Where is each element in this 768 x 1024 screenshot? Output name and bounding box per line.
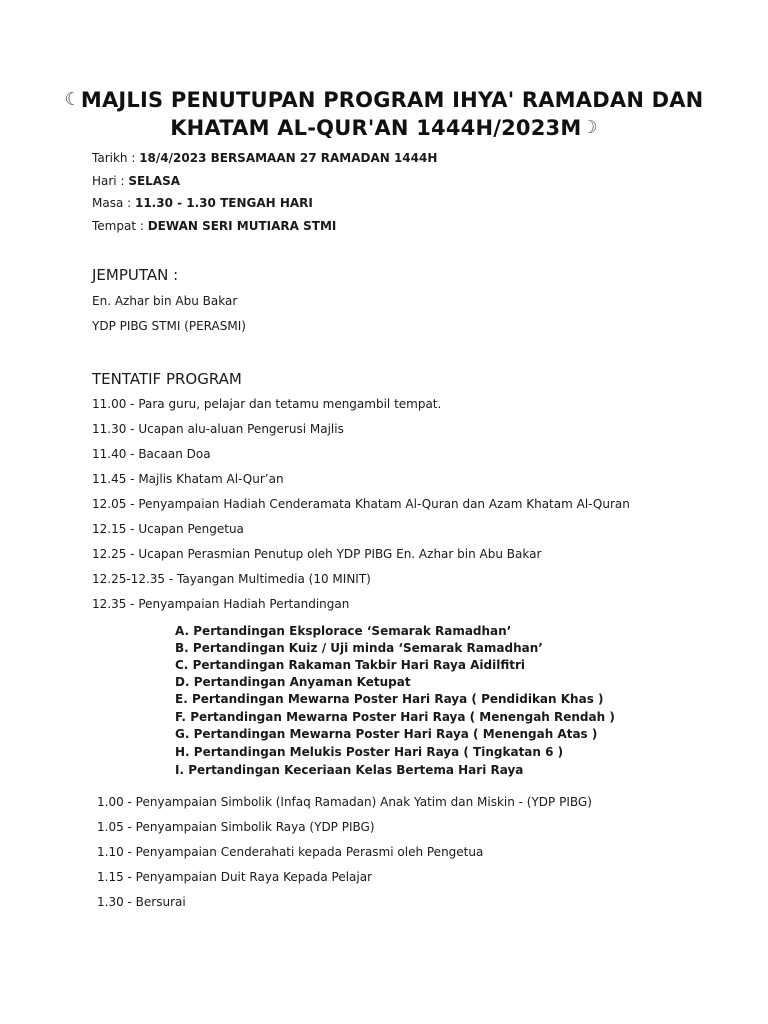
tempat-line	[92, 219, 336, 233]
competition-letter: E.	[175, 692, 188, 706]
competition-item	[175, 624, 511, 638]
competition-letter: I.	[175, 763, 185, 777]
tempat-value: DEWAN SERI MUTIARA STMI	[147, 219, 337, 233]
closing-item: 1.30 - Bersurai	[97, 895, 186, 909]
competition-item	[175, 745, 563, 759]
competition-item	[175, 675, 411, 689]
competition-text: Pertandingan Mewarna Poster Hari Raya ( Pendidikan Khas )	[191, 692, 604, 706]
tarikh-line	[92, 151, 437, 165]
closing-item: 1.15 - Penyampaian Duit Raya Kepada Pelajar	[97, 870, 373, 884]
competition-text: Pertandingan Kuiz / Uji minda ‘Semarak Ramadhan’	[192, 641, 543, 655]
tarikh-label: Tarikh :	[92, 151, 140, 165]
competition-letter: B.	[175, 641, 189, 655]
tentatif-item: 12.25-12.35 - Tayangan Multimedia (10 MINIT)	[92, 572, 371, 586]
tempat-label: Tempat :	[92, 219, 148, 233]
competition-letter: A.	[175, 624, 190, 638]
jemputan-name: En. Azhar bin Abu Bakar	[92, 294, 238, 308]
competition-text: Pertandingan Rakaman Takbir Hari Raya Aidilfitri	[192, 658, 525, 672]
title-line-1	[0, 88, 768, 112]
tentatif-item: 11.30 - Ucapan alu-aluan Pengerusi Majlis	[92, 422, 344, 436]
competition-item	[175, 692, 604, 706]
title-text-2: KHATAM AL-QUR'AN 1444H/2023M	[170, 116, 582, 140]
tentatif-item: 12.15 - Ucapan Pengetua	[92, 522, 244, 536]
competition-text: Pertandingan Mewarna Poster Hari Raya ( Menengah Rendah )	[190, 710, 615, 724]
competition-item	[175, 710, 615, 724]
tentatif-item: 11.40 - Bacaan Doa	[92, 447, 211, 461]
competition-item	[175, 641, 543, 655]
masa-value: 11.30 - 1.30 TENGAH HARI	[134, 196, 313, 210]
competition-item	[175, 658, 525, 672]
hari-label: Hari :	[92, 174, 129, 188]
title-text-1: MAJLIS PENUTUPAN PROGRAM IHYA' RAMADAN DAN	[80, 88, 704, 112]
tentatif-item: 12.05 - Penyampaian Hadiah Cenderamata Khatam Al-Quran dan Azam Khatam Al-Quran	[92, 497, 630, 511]
competition-text: Pertandingan Melukis Poster Hari Raya ( Tingkatan 6 )	[193, 745, 564, 759]
competition-letter: H.	[175, 745, 190, 759]
masa-line	[92, 196, 313, 210]
tentatif-item: 11.00 - Para guru, pelajar dan tetamu mengambil tempat.	[92, 397, 442, 411]
tentatif-item: 11.45 - Majlis Khatam Al-Qur’an	[92, 472, 284, 486]
competition-text: Pertandingan Keceriaan Kelas Bertema Hari Raya	[188, 763, 524, 777]
competition-text: Pertandingan Eksplorace ‘Semarak Ramadhan’	[193, 624, 512, 638]
jemputan-role: YDP PIBG STMI (PERASMI)	[92, 319, 246, 333]
masa-label: Masa :	[92, 196, 135, 210]
tarikh-value: 18/4/2023 BERSAMAAN 27 RAMADAN 1444H	[139, 151, 438, 165]
closing-item: 1.10 - Penyampaian Cenderahati kepada Perasmi oleh Pengetua	[97, 845, 484, 859]
competition-letter: D.	[175, 675, 190, 689]
competition-item	[175, 727, 597, 741]
title-line-2	[0, 116, 768, 140]
competition-text: Pertandingan Anyaman Ketupat	[193, 675, 411, 689]
competition-letter: F.	[175, 710, 186, 724]
tentatif-heading: TENTATIF PROGRAM	[92, 370, 242, 388]
hari-value: SELASA	[128, 174, 181, 188]
jemputan-heading: JEMPUTAN :	[92, 266, 179, 284]
competition-item	[175, 763, 523, 777]
competition-letter: C.	[175, 658, 189, 672]
hari-line	[92, 174, 180, 188]
competition-letter: G.	[175, 727, 190, 741]
tentatif-item: 12.35 - Penyampaian Hadiah Pertandingan	[92, 597, 350, 611]
crescent-moon-icon: ☾	[64, 89, 81, 110]
tentatif-item: 12.25 - Ucapan Perasmian Penutup oleh YDP PIBG En. Azhar bin Abu Bakar	[92, 547, 542, 561]
crescent-moon-icon-right: ☽	[581, 117, 598, 138]
competition-text: Pertandingan Mewarna Poster Hari Raya ( Menengah Atas )	[193, 727, 598, 741]
closing-item: 1.05 - Penyampaian Simbolik Raya (YDP PIBG)	[97, 820, 375, 834]
closing-item: 1.00 - Penyampaian Simbolik (Infaq Ramadan) Anak Yatim dan Miskin - (YDP PIBG)	[97, 795, 592, 809]
